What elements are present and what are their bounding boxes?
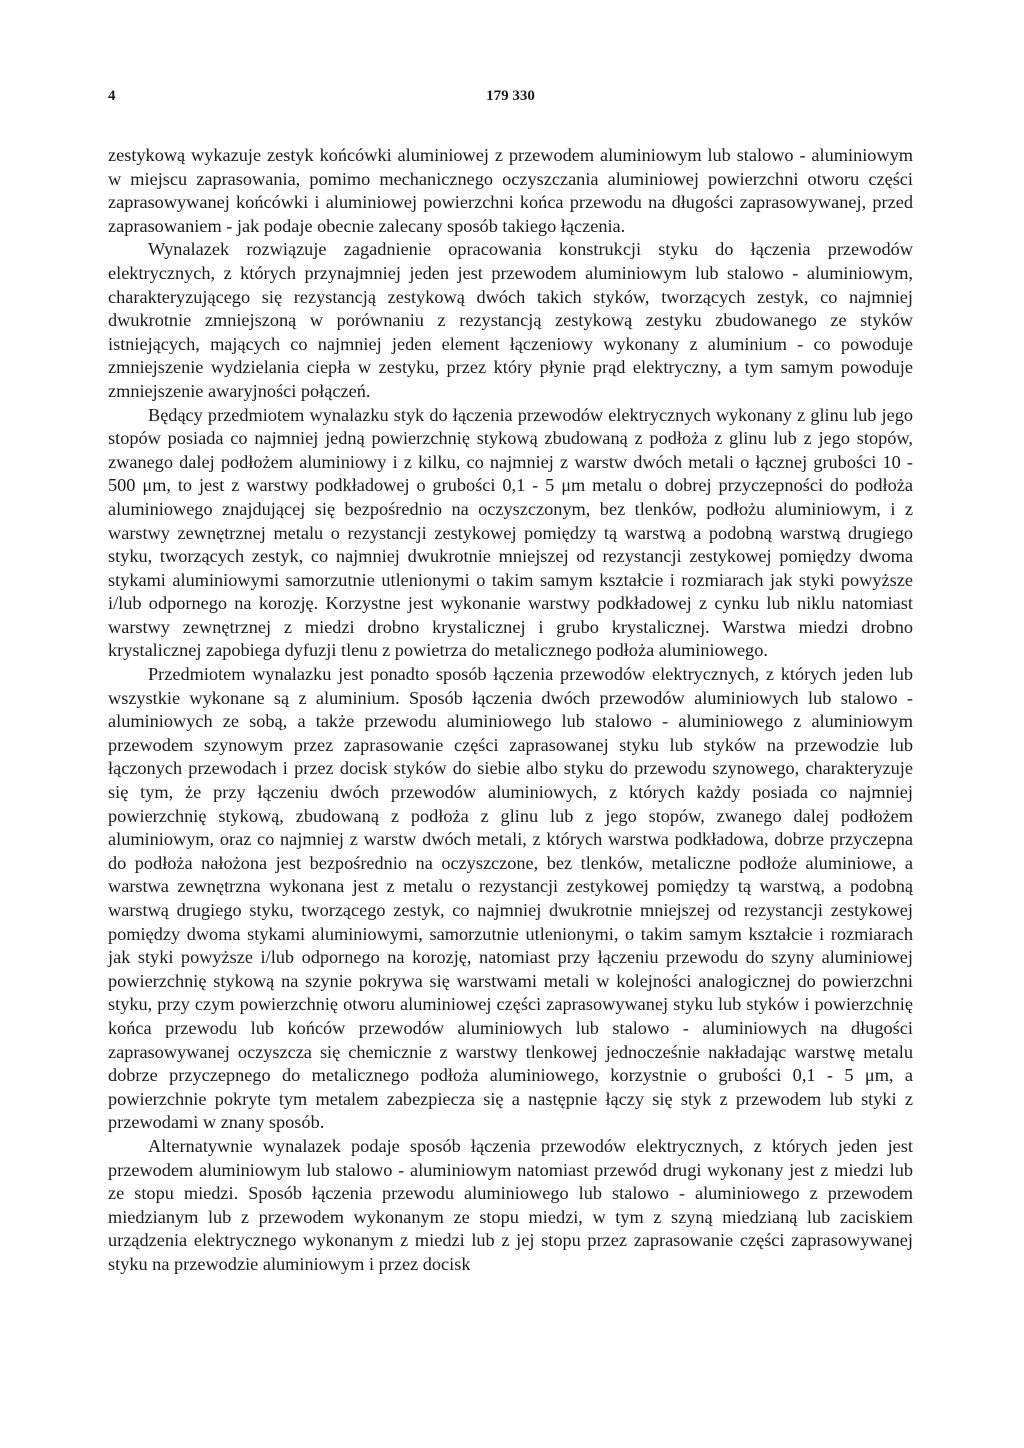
- paragraph: Przedmiotem wynalazku jest ponadto sposób łączenia przewodów elektrycznych, z których jeden lub wszystkie wykonane są z aluminium. Sposób łączenia dwóch przewodów aluminiowych lub stalowo - aluminiowych ze sobą, a także przewodu aluminiowego lub stalowo - aluminiowego z aluminiowym przewodem szynowym przez zaprasowanie części zaprasowanej styku lub styków na przewodzie lub łączonych przewodach i przez docisk styków do siebie albo styku do przewodu szynowego, charakteryzuje się tym, że przy łączeniu dwóch przewodów aluminiowych, z których każdy posiada co najmniej powierzchnię stykową, zbudowaną z podłoża z glinu lub z jego stopów, zwanego dalej podłożem aluminiowym, oraz co najmniej z warstw dwóch metali, z których warstwa podkładowa, dobrze przyczepna do podłoża nałożona jest bezpośrednio na oczyszczone, bez tlenków, metaliczne podłoże aluminiowe, a warstwa zewnętrzna wykonana jest z metalu o rezystancji zestykowej pomiędzy tą warstwą, a podobną warstwą drugiego styku, tworzącego zestyk, co najmniej dwukrotnie mniejszej od rezystancji zestykowej pomiędzy dwoma stykami aluminiowymi, samorzutnie utlenionymi, o takim samym kształcie i rozmiarach jak styki powyższe i/lub odpornego na korozję, natomiast przy łączeniu przewodu do szyny aluminiowej powierzchnię stykową na szynie pokrywa się warstwami metali w kolejności analogicznej do powierzchni styku, przy czym powierzchnię otworu aluminiowej części zaprasowywanej styku lub styków i powierzchnię końca przewodu lub końców przewodów aluminiowych lub stalowo - aluminiowych na długości zaprasowywanej oczyszcza się chemicznie z warstwy tlenkowej jednocześnie nakładając warstwę metalu dobrze przyczepnego do metalicznego podłoża aluminiowego, korzystnie o grubości 0,1 - 5 μm, a powierzchnie pokryte tym metalem zabezpiecza się a następnie łączy się styk z przewodem lub styki z przewodami w znany sposób.: [108, 664, 913, 1133]
- paragraph: Wynalazek rozwiązuje zagadnienie opracowania konstrukcji styku do łączenia przewodów elektrycznych, z których przynajmniej jeden jest przewodem aluminiowym lub stalowo - aluminiowym, charakteryzującego się rezystancją zestykową dwóch takich styków, tworzących zestyk, co najmniej dwukrotnie zmniejszoną w porównaniu z rezystancją zestykową zestyku zbudowanego ze styków istniejących, mających co najmniej jeden element łączeniowy wykonany z aluminium - co powoduje zmniejszenie wydzielania ciepła w zestyku, przez który płynie prąd elektryczny, a tym samym powoduje zmniejszenie awaryjności połączeń.: [108, 239, 913, 401]
- page-header: [108, 88, 913, 116]
- document-page: [108, 88, 913, 1277]
- paragraph: Alternatywnie wynalazek podaje sposób łączenia przewodów elektrycznych, z których jeden jest przewodem aluminiowym lub stalowo - aluminiowym natomiast przewód drugi wykonany jest z miedzi lub ze stopu miedzi. Sposób łączenia przewodu aluminiowego lub stalowo - aluminiowego z przewodem miedzianym lub z przewodem wykonanym ze stopu miedzi, w tym z szyną miedzianą lub zaciskiem urządzenia elektrycznego wykonanym z miedzi lub z jej stopu przez zaprasowanie części zaprasowywanej styku na przewodzie aluminiowym i przez docisk: [108, 1135, 913, 1274]
- paragraph-continuation: zestykową wykazuje zestyk końcówki aluminiowej z przewodem aluminiowym lub stalowo - aluminiowym w miejscu zaprasowania, pomimo mechanicznego oczyszczania aluminiowej powierzchni otworu części zaprasowywanej końcówki i aluminiowej powierzchni końca przewodu na długości zaprasowywanej, przed zaprasowaniem - jak podaje obecnie zalecany sposób takiego łączenia.: [108, 145, 913, 236]
- patent-number: 179 330: [486, 88, 535, 104]
- paragraph: Będący przedmiotem wynalazku styk do łączenia przewodów elektrycznych wykonany z glinu lub jego stopów posiada co najmniej jedną powierzchnię stykową zbudowaną z podłoża z glinu lub z jego stopów, zwanego dalej podłożem aluminiowy i z kilku, co najmniej z warstw dwóch metali o łącznej grubości 10 - 500 μm, to jest z warstwy podkładowej o grubości 0,1 - 5 μm metalu o dobrej przyczepności do podłoża aluminiowego znajdującej się bezpośrednio na oczyszczonym, bez tlenków, podłożu aluminiowym, i z warstwy zewnętrznej metalu o rezystancji zestykowej pomiędzy tą warstwą a podobną warstwą drugiego styku, tworzących zestyk, co najmniej dwukrotnie mniejszej od rezystancji zestykowej pomiędzy dwoma stykami aluminiowymi samorzutnie utlenionymi o takim samym kształcie i rozmiarach jak styki powyższe i/lub odpornego na korozję. Korzystne jest wykonanie warstwy podkładowej z cynku lub niklu natomiast warstwy zewnętrznej z miedzi drobno krystalicznej i grubo krystalicznej. Warstwa miedzi drobno krystalicznej zapobiega dyfuzji tlenu z powietrza do metalicznego podłoża aluminiowego.: [108, 404, 913, 661]
- page-number: 4: [108, 88, 116, 104]
- body-text: [108, 144, 913, 1277]
